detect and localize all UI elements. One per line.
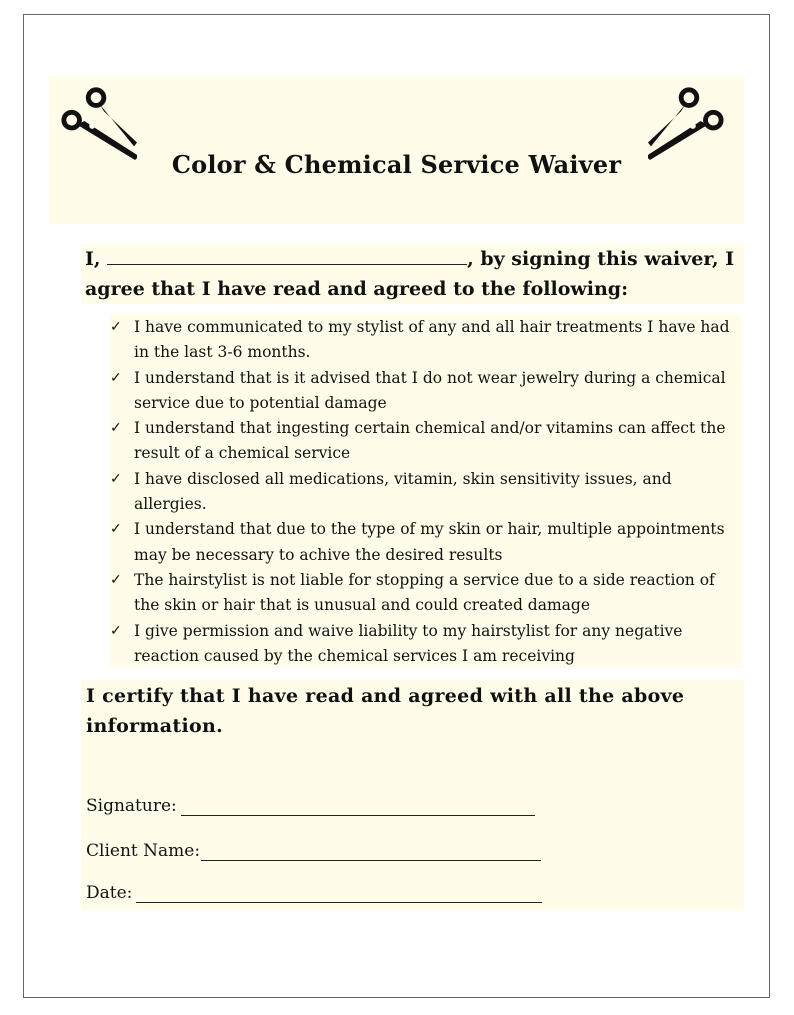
signature-label: Signature:: [86, 796, 177, 816]
date-field[interactable]: [86, 883, 542, 903]
list-item: ✓ I have disclosed all medications, vitamin, skin sensitivity issues, and allergies.: [110, 467, 735, 518]
client-name-line[interactable]: [201, 842, 541, 861]
document-title: Color & Chemical Service Waiver: [171, 150, 622, 179]
client-name-label: Client Name:: [86, 841, 201, 861]
list-item: ✓ I understand that is it advised that I do not wear jewelry during a chemical service due to potential damage: [110, 366, 735, 417]
intro-suffix: , by signing this waiver, I agree that I have read and agreed to the following:: [85, 248, 735, 300]
agreement-list: [110, 315, 735, 669]
date-line[interactable]: [136, 884, 542, 903]
signature-field[interactable]: [86, 796, 535, 816]
certification-statement: I certify that I have read and agreed with all the above information.: [86, 685, 685, 737]
date-label: Date:: [86, 883, 133, 903]
signature-line[interactable]: [181, 797, 535, 816]
name-blank-line: [107, 246, 467, 265]
checkmark-icon: ✓: [110, 521, 122, 538]
list-item: ✓ I understand that due to the type of my skin or hair, multiple appointments may be necessary to achive the desired results: [110, 517, 735, 568]
intro-statement: [85, 244, 745, 304]
list-item: ✓ I have communicated to my stylist of any and all hair treatments I have had in the last 3-6 months.: [110, 315, 735, 366]
checkmark-icon: ✓: [110, 319, 122, 335]
header-panel: [49, 76, 744, 224]
list-item: ✓ I understand that ingesting certain chemical and/or vitamins can affect the result of a chemical service: [110, 416, 735, 467]
intro-prefix: I,: [85, 248, 108, 270]
client-name-field[interactable]: [86, 841, 541, 861]
list-item: ✓ I give permission and waive liability to my hairstylist for any negative reaction caused by the chemical services I am receiving: [110, 619, 735, 670]
checkmark-icon: ✓: [110, 571, 122, 588]
checkmark-icon: ✓: [110, 622, 122, 639]
checkmark-icon: ✓: [110, 470, 122, 487]
list-item: ✓ The hairstylist is not liable for stopping a service due to a side reaction of the skin or hair that is unusual and could created damage: [110, 568, 735, 619]
checkmark-icon: ✓: [110, 369, 122, 386]
checkmark-icon: ✓: [110, 420, 122, 437]
